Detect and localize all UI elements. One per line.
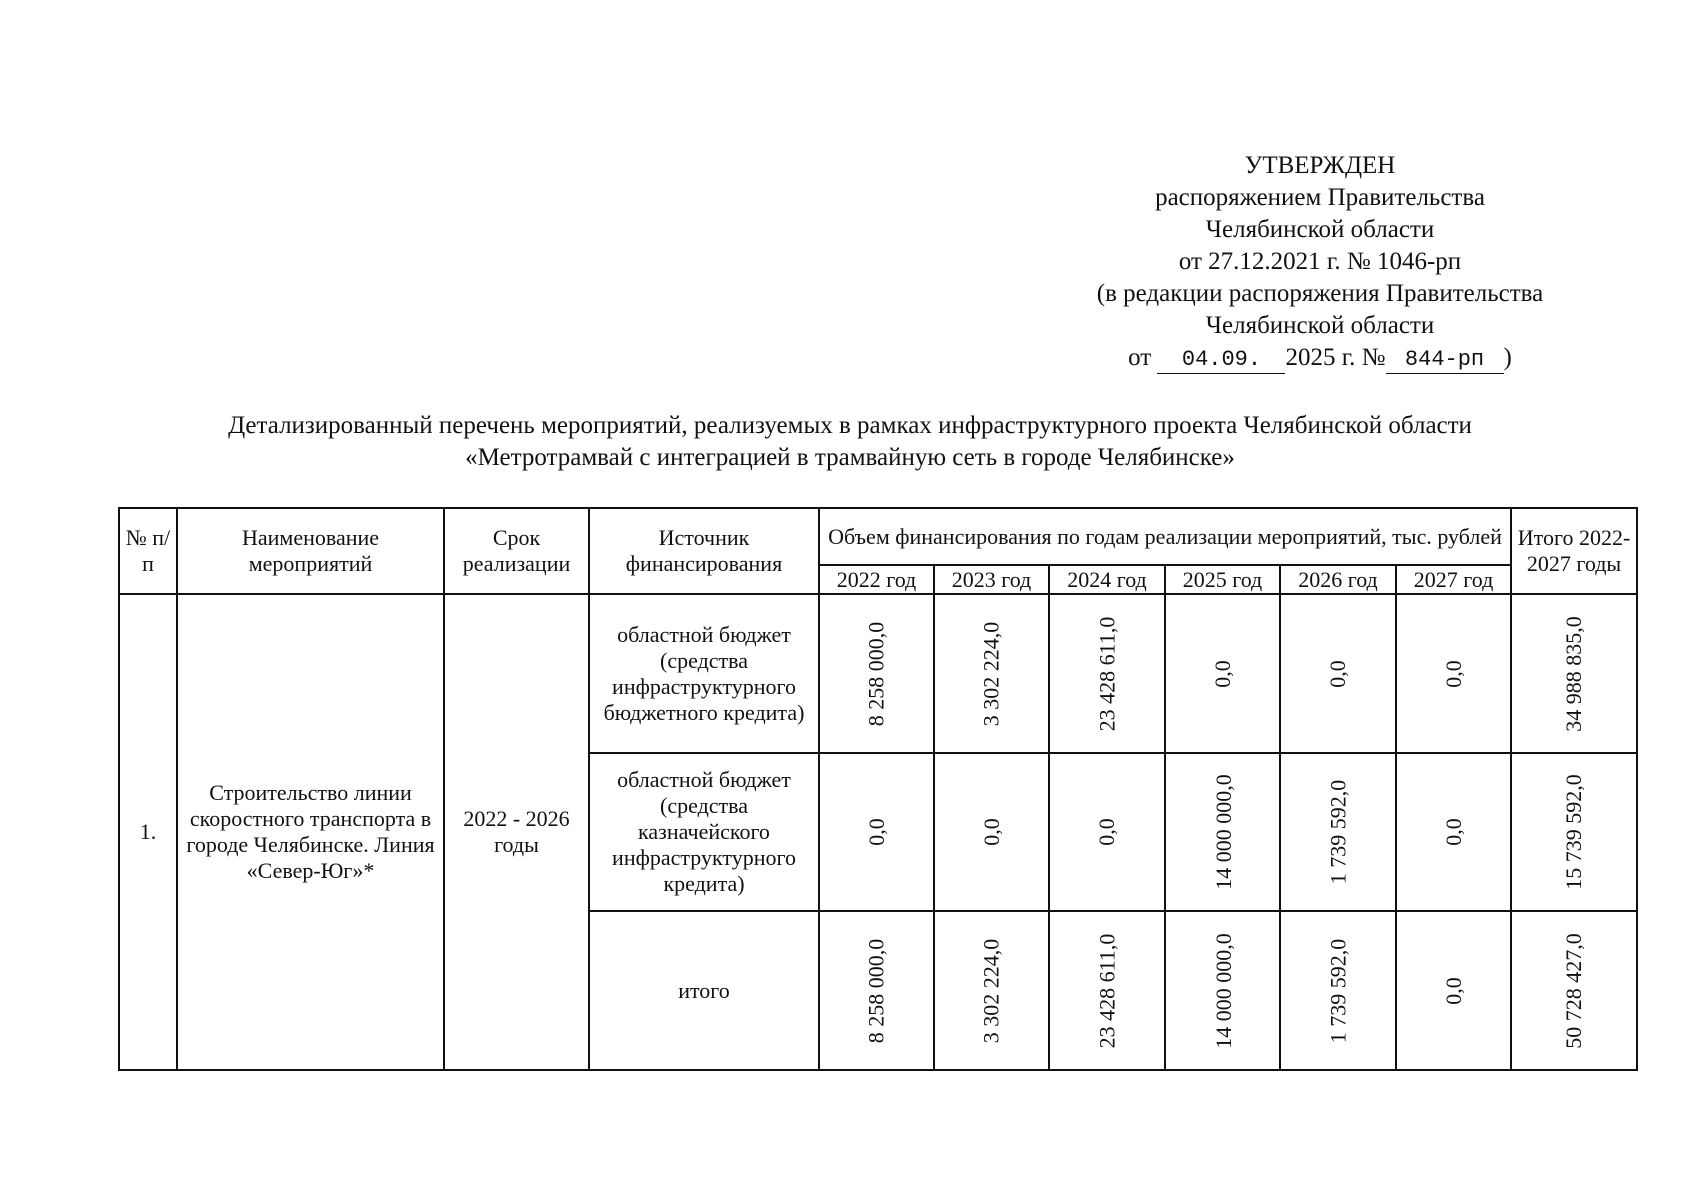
header-total: Итого 2022-2027 годы <box>1511 508 1637 594</box>
approval-line-1: УТВЕРЖДЕН <box>1244 152 1396 179</box>
approval-line-7 <box>1050 342 1590 374</box>
header-volume: Объем финансирования по годам реализации мероприятий, тыс. рублей <box>819 508 1511 565</box>
value-cell: 0,0 <box>1325 659 1350 688</box>
header-year-2024: 2024 год <box>1049 565 1165 594</box>
value-cell: 8 258 000,0 <box>863 938 889 1043</box>
approval-date-prefix: от <box>1128 344 1152 371</box>
value-cell: 0,0 <box>1209 659 1235 688</box>
value-cell: 3 302 224,0 <box>978 938 1004 1043</box>
header-year-2026: 2026 год <box>1280 565 1396 594</box>
approval-date-field: 04.09. <box>1157 347 1285 374</box>
approval-number-prefix: 2025 г. № <box>1285 344 1386 371</box>
document-title <box>100 410 1600 474</box>
approval-line-3: Челябинской области <box>1205 216 1435 243</box>
row-name: Строительство линии скоростного транспорта в городе Челябинске. Линия «Север-Юг»* <box>177 594 444 1070</box>
financing-table <box>118 507 1638 1071</box>
source-label: областной бюджет (средства инфраструктурного бюджетного кредита) <box>589 594 819 753</box>
row-period: 2022 - 2026 годы <box>444 594 589 1070</box>
total-cell: 15 739 592,0 <box>1561 774 1587 890</box>
value-cell: 0,0 <box>1440 818 1466 846</box>
value-cell: 23 428 611,0 <box>1094 616 1120 731</box>
value-cell: 0,0 <box>863 818 889 846</box>
approval-number-field: 844-рп <box>1386 347 1504 374</box>
approval-line-4: от 27.12.2021 г. № 1046-рп <box>1178 248 1462 275</box>
total-cell: 34 988 835,0 <box>1561 615 1587 732</box>
source-label: итого <box>589 911 819 1070</box>
header-source: Источник финансирования <box>589 508 819 594</box>
value-cell: 3 302 224,0 <box>978 621 1004 726</box>
title-line-1: Детализированный перечень мероприятий, реализуемых в рамках инфраструктурного проекта Челябинской области <box>228 412 1472 439</box>
header-year-2023: 2023 год <box>934 565 1049 594</box>
value-cell: 14 000 000,0 <box>1210 774 1236 890</box>
title-line-2: «Метротрамвай с интеграцией в трамвайную сеть в городе Челябинске» <box>465 444 1235 471</box>
approval-closing-paren: ) <box>1503 344 1512 371</box>
value-cell: 0,0 <box>1094 818 1119 846</box>
approval-line-2: распоряжением Правительства <box>1155 184 1485 211</box>
total-cell: 50 728 427,0 <box>1561 932 1587 1049</box>
approval-line-5: (в редакции распоряжения Правительства <box>1096 280 1544 307</box>
header-year-2022: 2022 год <box>819 565 934 594</box>
header-period: Срок реализации <box>444 508 589 594</box>
value-cell: 14 000 000,0 <box>1210 932 1236 1049</box>
value-cell: 1 739 592,0 <box>1325 779 1350 885</box>
header-num: № п/п <box>119 508 177 594</box>
header-year-2027: 2027 год <box>1396 565 1511 594</box>
header-year-2025: 2025 год <box>1165 565 1280 594</box>
table-row <box>119 594 1637 753</box>
header-name: Наименование мероприятий <box>177 508 444 594</box>
value-cell: 0,0 <box>1440 976 1466 1005</box>
value-cell: 1 739 592,0 <box>1325 938 1350 1043</box>
value-cell: 0,0 <box>1440 659 1466 688</box>
value-cell: 8 258 000,0 <box>863 621 889 726</box>
row-num: 1. <box>119 594 177 1070</box>
value-cell: 0,0 <box>978 818 1004 846</box>
approval-stamp <box>1050 150 1590 374</box>
value-cell: 23 428 611,0 <box>1094 933 1120 1048</box>
approval-line-6: Челябинской области <box>1205 312 1435 339</box>
source-label: областной бюджет (средства казначейского инфраструктурного кредита) <box>589 753 819 911</box>
